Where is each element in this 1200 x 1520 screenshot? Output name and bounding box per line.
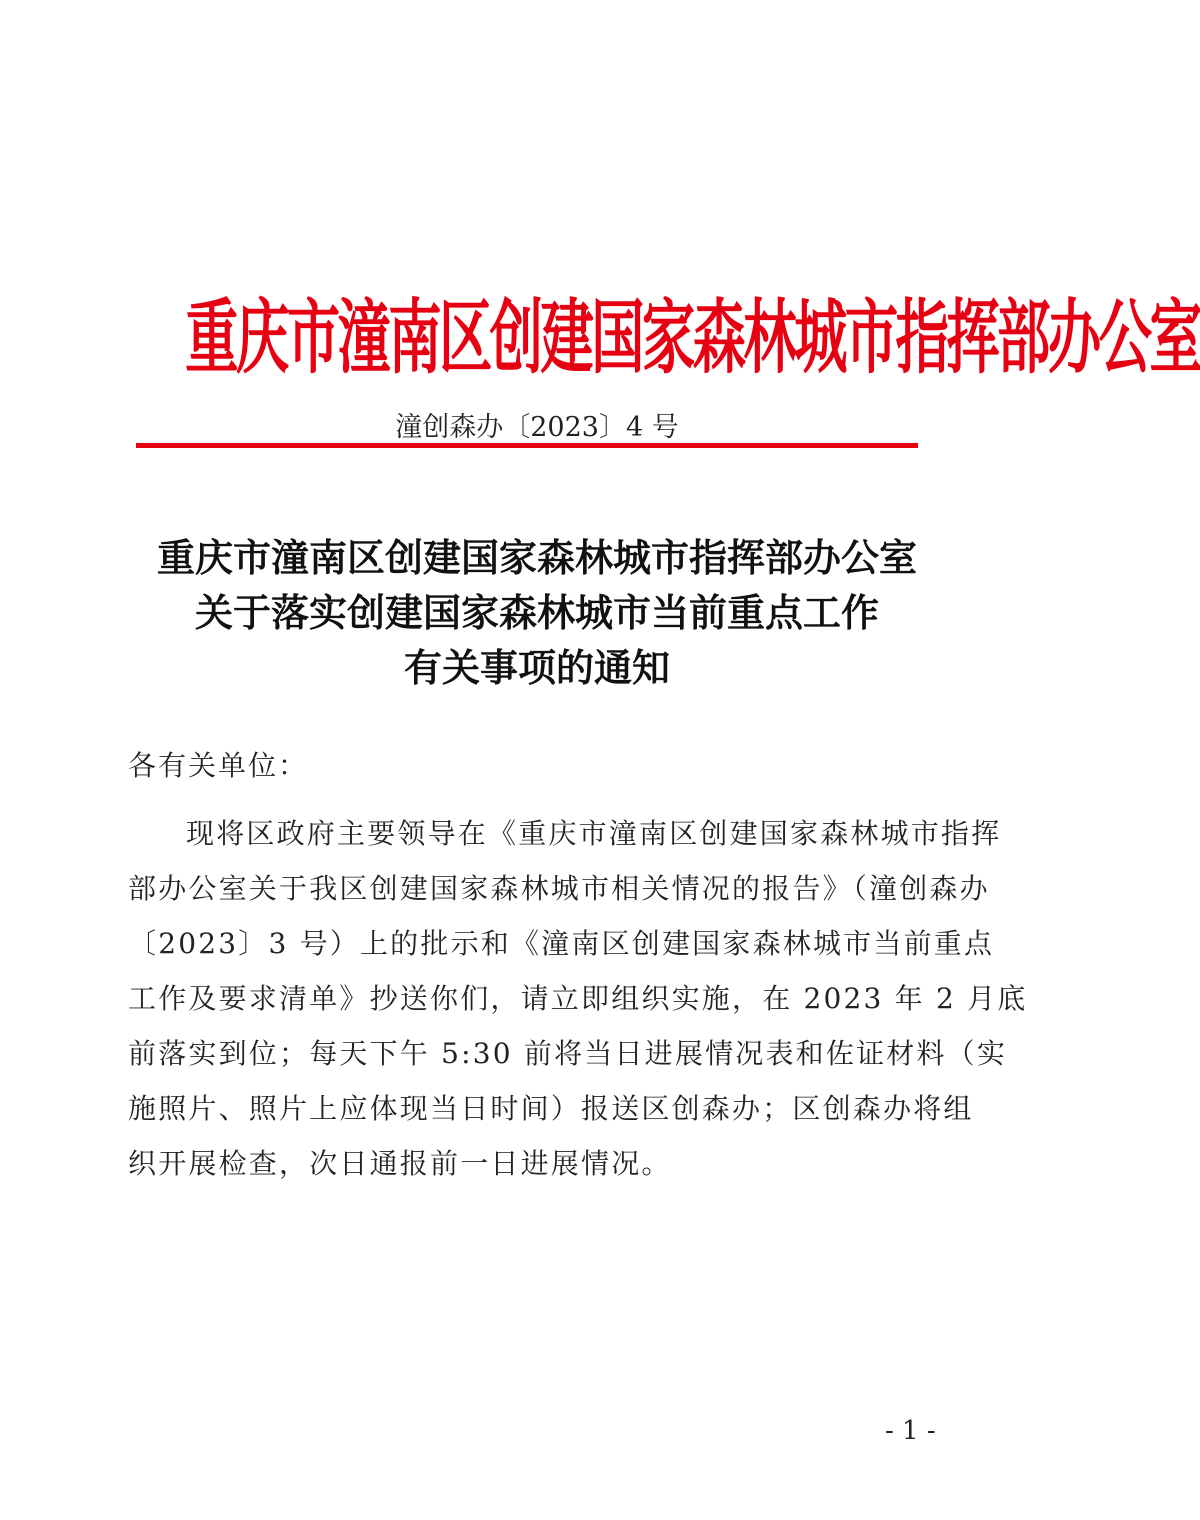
notice-title xyxy=(0,530,1074,695)
body-line: 部办公室关于我区创建国家森林城市相关情况的报告》（潼创森办 xyxy=(128,872,990,905)
body-line: 〔2023〕3 号）上的批示和《潼南区创建国家森林城市当前重点 xyxy=(128,927,995,960)
title-line: 重庆市潼南区创建国家森林城市指挥部办公室 xyxy=(156,535,917,580)
body-line: 前落实到位；每天下午 5:30 前将当日进展情况表和佐证材料（实 xyxy=(128,1037,1008,1070)
page-number: - 1 - xyxy=(885,1416,936,1446)
body-line: 施照片、照片上应体现当日时间）报送区创森办；区创森办将组 xyxy=(128,1092,974,1125)
title-line: 关于落实创建国家森林城市当前重点工作 xyxy=(194,590,879,635)
title-line: 有关事项的通知 xyxy=(403,645,670,690)
red-separator-line xyxy=(136,443,918,448)
body-paragraph xyxy=(128,806,1028,1191)
document-number: 潼创森办〔2023〕4 号 xyxy=(395,412,679,443)
salutation: 各有关单位： xyxy=(128,749,309,782)
body-line: 织开展检查，次日通报前一日进展情况。 xyxy=(128,1147,672,1180)
body-line: 工作及要求清单》抄送你们，请立即组织实施，在 2023 年 2 月底 xyxy=(128,982,1028,1015)
masthead-title: 重庆市潼南区创建国家森林城市指挥部办公室 xyxy=(185,289,1200,385)
body-line: 现将区政府主要领导在《重庆市潼南区创建国家森林城市指挥 xyxy=(186,817,1002,850)
